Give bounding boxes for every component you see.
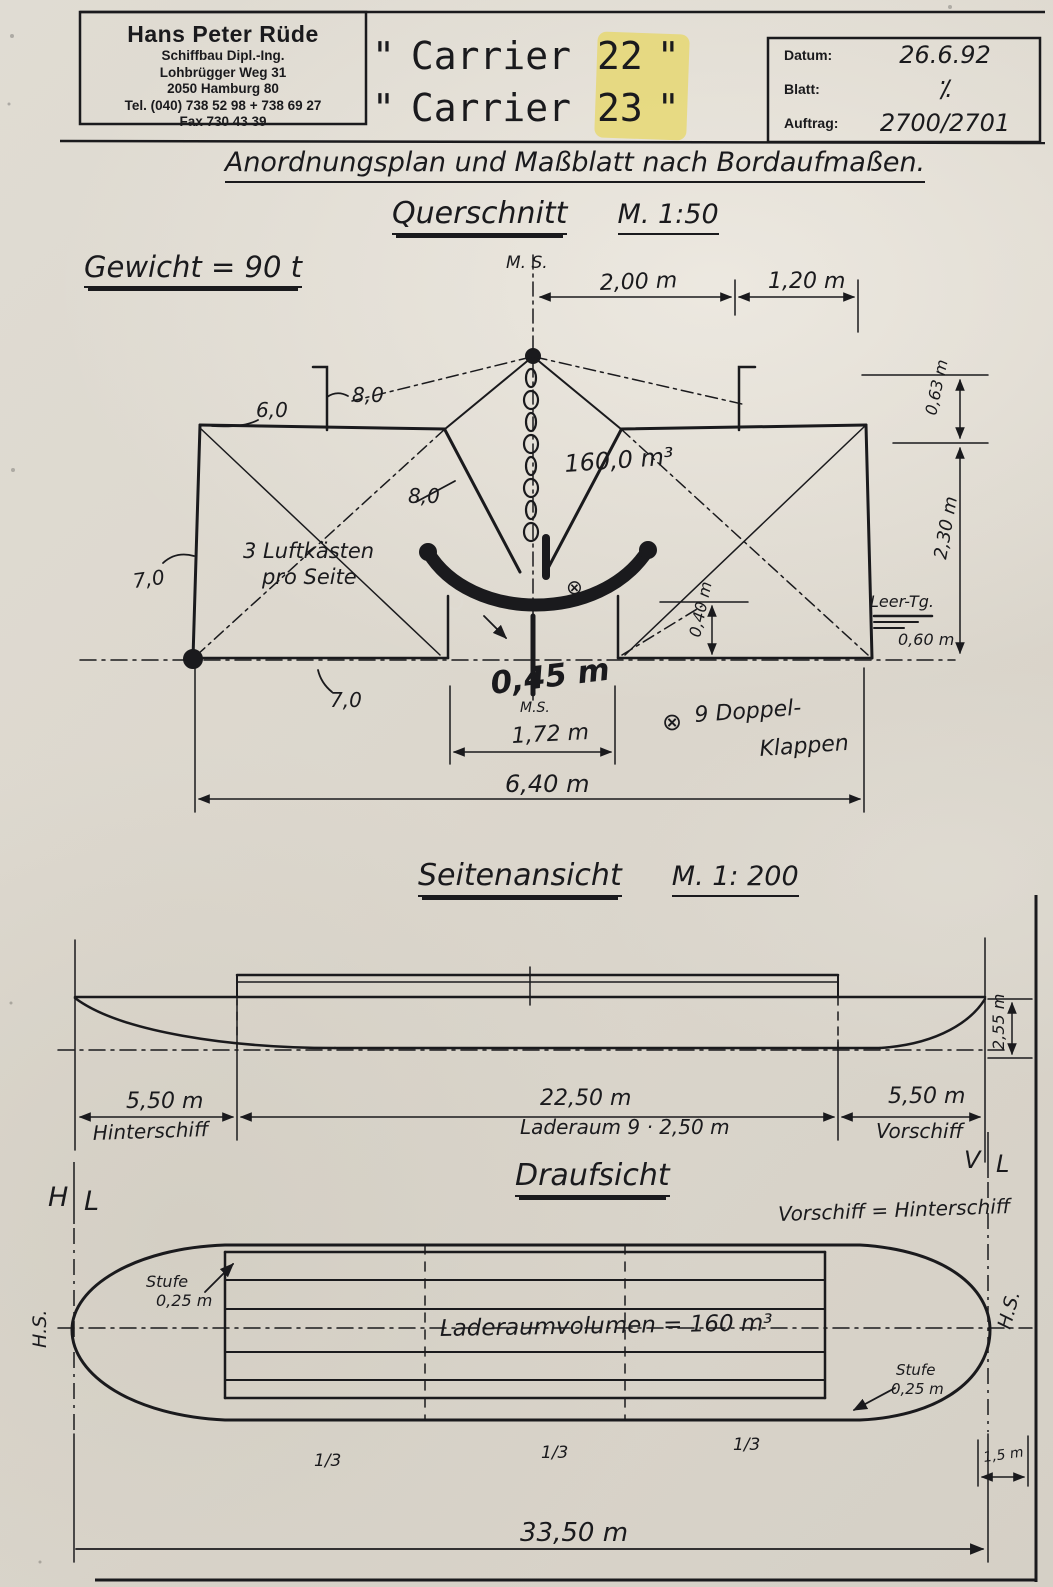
hl-label-h: H (48, 1182, 69, 1213)
dim-fwd-label: 5,50 m (888, 1084, 966, 1109)
top-view-labels (29, 1272, 1025, 1548)
side-view-labels (92, 994, 1008, 1145)
meta-row-blatt (768, 72, 1040, 106)
weight-note: Gewicht = 90 t (84, 250, 302, 284)
hinterschiff-label: Hinterschiff (92, 1116, 209, 1145)
stufe-left-line1: Stufe (146, 1272, 189, 1291)
luftkaesten-line2: pro Seite (262, 565, 357, 589)
klappen-symbol-drawing: ⊗ (566, 575, 583, 599)
hs-left-label: H.S. (29, 1309, 51, 1348)
dim-depth-label: 2,55 m (989, 993, 1008, 1050)
letterhead-line: Lohbrügger Weg 31 (159, 64, 287, 80)
letterhead-name: Hans Peter Rüde (127, 21, 319, 47)
letterhead-line: Schiffbau Dipl.-Ing. (161, 48, 285, 63)
top-view-title-row (515, 1158, 670, 1193)
luftkaesten-line1: 3 Luftkästen (243, 539, 375, 563)
stufe-right-line1: Stufe (896, 1361, 936, 1379)
thickness-8-0-top-label: 8,0 (352, 383, 384, 407)
auftrag-value: 2700/2701 (879, 109, 1011, 137)
vl-label-v: V (964, 1146, 981, 1174)
cross-section-title-row (392, 196, 719, 231)
dim-0-45-label: 0,45 m (488, 651, 612, 702)
cross-section-labels (131, 253, 962, 798)
side-view-title: Seitenansicht (418, 858, 622, 897)
dim-0-63-label: 0,63 m (921, 357, 952, 417)
dim-bow-step-label: 1,5 m (982, 1444, 1025, 1466)
ship-name-line: " Carrier 23 " (372, 86, 680, 130)
dim-total-label: 33,50 m (520, 1518, 629, 1548)
meta-row-auftrag (768, 106, 1040, 140)
side-view-scale: M. 1: 200 (672, 861, 799, 897)
letterhead-line: Fax 730 43 39 (179, 114, 267, 129)
dim-0-40-label: 0,40 m (685, 579, 716, 639)
klappen-symbol-note: ⊗ (662, 708, 683, 736)
vl-label-l: L (996, 1150, 1010, 1178)
stufe-left-line2: 0,25 m (156, 1291, 213, 1310)
cross-section-scale: M. 1:50 (618, 199, 719, 235)
laderaumvolumen-note: Laderaumvolumen = 160 m³ (439, 1310, 773, 1342)
hs-right-label: H.S. (993, 1288, 1025, 1332)
letterhead (80, 14, 366, 129)
ship-name-line: " Carrier 22 " (372, 34, 680, 78)
auftrag-label: Auftrag: (784, 115, 839, 131)
hl-label-l: L (84, 1186, 100, 1217)
centerline-label: M. S. (506, 253, 548, 273)
klappen-note-line2: Klappen (758, 730, 850, 762)
datum-label: Datum: (784, 47, 833, 63)
thickness-6-0-label: 6,0 (256, 398, 288, 422)
letterhead-line: 2050 Hamburg 80 (167, 81, 279, 96)
dim-1-20-label: 1,20 m (768, 269, 846, 294)
ms-small-label: M.S. (520, 700, 550, 716)
title-block (768, 38, 1040, 142)
meta-row-datum (768, 38, 1040, 72)
ship-names (372, 30, 680, 134)
equality-note: Vorschiff = Hinterschiff (777, 1193, 1011, 1227)
laderaum-label: Laderaum 9 · 2,50 m (520, 1115, 730, 1139)
document-title: Anordnungsplan und Maßblatt nach Bordaufmaßen. (195, 147, 955, 178)
leertg-value: 0,60 m (898, 630, 955, 649)
third-label-1: 1/3 (314, 1451, 342, 1471)
thickness-7-0-bottom-label: 7,0 (330, 688, 362, 712)
top-view-title: Draufsicht (515, 1158, 670, 1197)
chain-links (524, 369, 538, 541)
blatt-value: ⁒ (939, 75, 951, 103)
blatt-label: Blatt: (784, 81, 820, 97)
datum-value: 26.6.92 (899, 41, 991, 69)
letterhead-line: Tel. (040) 738 52 98 + 738 69 27 (124, 97, 322, 113)
klappen-note-line1: 9 Doppel- (693, 695, 803, 728)
third-label-2: 1/3 (541, 1443, 569, 1463)
thickness-7-0-left-label: 7,0 (131, 564, 167, 593)
third-label-3: 1/3 (733, 1435, 761, 1455)
thickness-8-0-side-label: 8,0 (408, 484, 440, 508)
leertg-label: Leer-Tg. (870, 592, 934, 611)
hold-volume-label: 160,0 m³ (563, 442, 675, 478)
cross-section-title: Querschnitt (392, 196, 567, 235)
dim-6-40-label: 6,40 m (505, 770, 590, 798)
dim-mid-label: 22,50 m (540, 1086, 632, 1111)
dim-aft-label: 5,50 m (126, 1089, 204, 1114)
dim-2-00-label: 2,00 m (599, 268, 678, 296)
vorschiff-label: Vorschiff (876, 1119, 964, 1143)
side-view-title-row (418, 858, 799, 893)
stufe-right-line2: 0,25 m (891, 1380, 944, 1398)
dim-2-30-label: 2,30 m (930, 494, 962, 561)
dim-1-72-label: 1,72 m (511, 719, 590, 749)
